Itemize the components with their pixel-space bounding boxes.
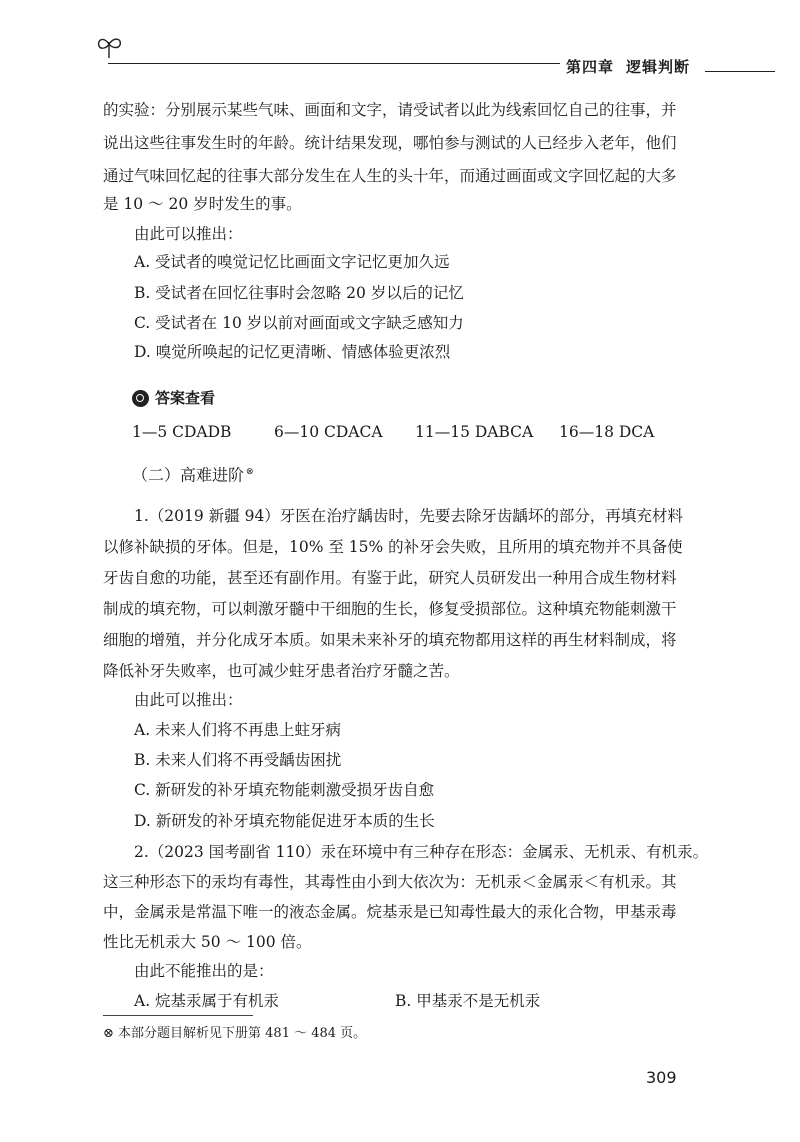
option-b: B. 甲基汞不是无机汞 xyxy=(395,992,541,1010)
option-b: B. 受试者在回忆往事时会忽略 20 岁以后的记忆 xyxy=(134,284,464,302)
subsection-heading xyxy=(132,458,254,489)
running-header xyxy=(566,56,690,77)
question-prompt: 由此可以推出： xyxy=(134,225,243,243)
intro-line: 的实验：分别展示某些气味、画面和文字，请受试者以此为线索回忆自己的往事，并 xyxy=(103,101,677,119)
intro-line: 通过气味回忆起的往事大部分发生在人生的头十年，而通过画面或文字回忆起的大多 xyxy=(103,167,677,185)
section-label: 逻辑判断 xyxy=(626,58,691,76)
magnifier-badge-icon xyxy=(132,390,149,407)
chapter-label: 第四章 xyxy=(566,58,615,76)
leaf-ornament-icon xyxy=(95,34,125,60)
answer-group: 1—5 CDADB xyxy=(132,423,232,441)
subsection-title: （二）高难进阶 xyxy=(132,465,245,485)
q2-line: 这三种形态下的汞均有毒性，其毒性由小到大依次为：无机汞＜金属汞＜有机汞。其 xyxy=(103,873,677,891)
header-rule-left xyxy=(108,63,560,64)
q1-line: 以修补缺损的牙体。但是，10% 至 15% 的补牙会失败，且所用的填充物并不具备使 xyxy=(103,538,683,556)
answer-section-title: 答案查看 xyxy=(155,389,216,407)
option-a: A. 受试者的嗅觉记忆比画面文字记忆更加久远 xyxy=(134,253,450,271)
page-number: 309 xyxy=(646,1068,677,1087)
q1-line: 降低补牙失败率，也可减少蛀牙患者治疗牙髓之苦。 xyxy=(103,662,460,680)
footnote: ⊗ 本部分题目解析见下册第 481 ～ 484 页。 xyxy=(103,1026,367,1041)
option-a: A. 未来人们将不再患上蛀牙病 xyxy=(134,721,342,739)
option-d: D. 新研发的补牙填充物能促进牙本质的生长 xyxy=(134,812,435,830)
answer-group: 6—10 CDACA xyxy=(274,423,383,441)
option-d: D. 嗅觉所唤起的记忆更清晰、情感体验更浓烈 xyxy=(134,343,451,361)
option-c: C. 新研发的补牙填充物能刺激受损牙齿自愈 xyxy=(134,781,435,799)
q2-line: 2.（2023 国考副省 110）汞在环境中有三种存在形态：金属汞、无机汞、有机汞。 xyxy=(134,843,709,861)
question-prompt: 由此不能推出的是： xyxy=(134,962,274,980)
q1-line: 制成的填充物，可以刺激牙髓中干细胞的生长，修复受损部位。这种填充物能刺激干 xyxy=(103,600,677,618)
q2-line: 性比无机汞大 50 ～ 100 倍。 xyxy=(103,933,312,951)
q1-line: 牙齿自愈的功能，甚至还有副作用。有鉴于此，研究人员研发出一种用合成生物材料 xyxy=(103,569,677,587)
q1-line: 细胞的增殖，并分化成牙本质。如果未来补牙的填充物都用这样的再生材料制成，将 xyxy=(103,631,677,649)
intro-line: 是 10 ～ 20 岁时发生的事。 xyxy=(103,195,302,213)
footnote-mark: ⊗ xyxy=(246,467,254,477)
header-rule-right xyxy=(705,71,775,72)
answer-group: 16—18 DCA xyxy=(559,423,655,441)
q2-line: 中，金属汞是常温下唯一的液态金属。烷基汞是已知毒性最大的汞化合物，甲基汞毒 xyxy=(103,903,677,921)
footnote-rule xyxy=(103,1015,253,1016)
answer-key xyxy=(132,418,654,446)
option-a: A. 烷基汞属于有机汞 xyxy=(134,992,280,1010)
q1-line: 1.（2019 新疆 94）牙医在治疗龋齿时，先要去除牙齿龋坏的部分，再填充材料 xyxy=(134,507,683,525)
option-c: C. 受试者在 10 岁以前对画面或文字缺乏感知力 xyxy=(134,314,464,332)
answer-section-heading xyxy=(132,386,215,410)
intro-line: 说出这些往事发生时的年龄。统计结果发现，哪怕参与测试的人已经步入老年，他们 xyxy=(103,134,677,152)
question-prompt: 由此可以推出： xyxy=(134,691,243,709)
answer-group: 11—15 DABCA xyxy=(415,423,534,441)
option-b: B. 未来人们将不再受龋齿困扰 xyxy=(134,751,342,769)
